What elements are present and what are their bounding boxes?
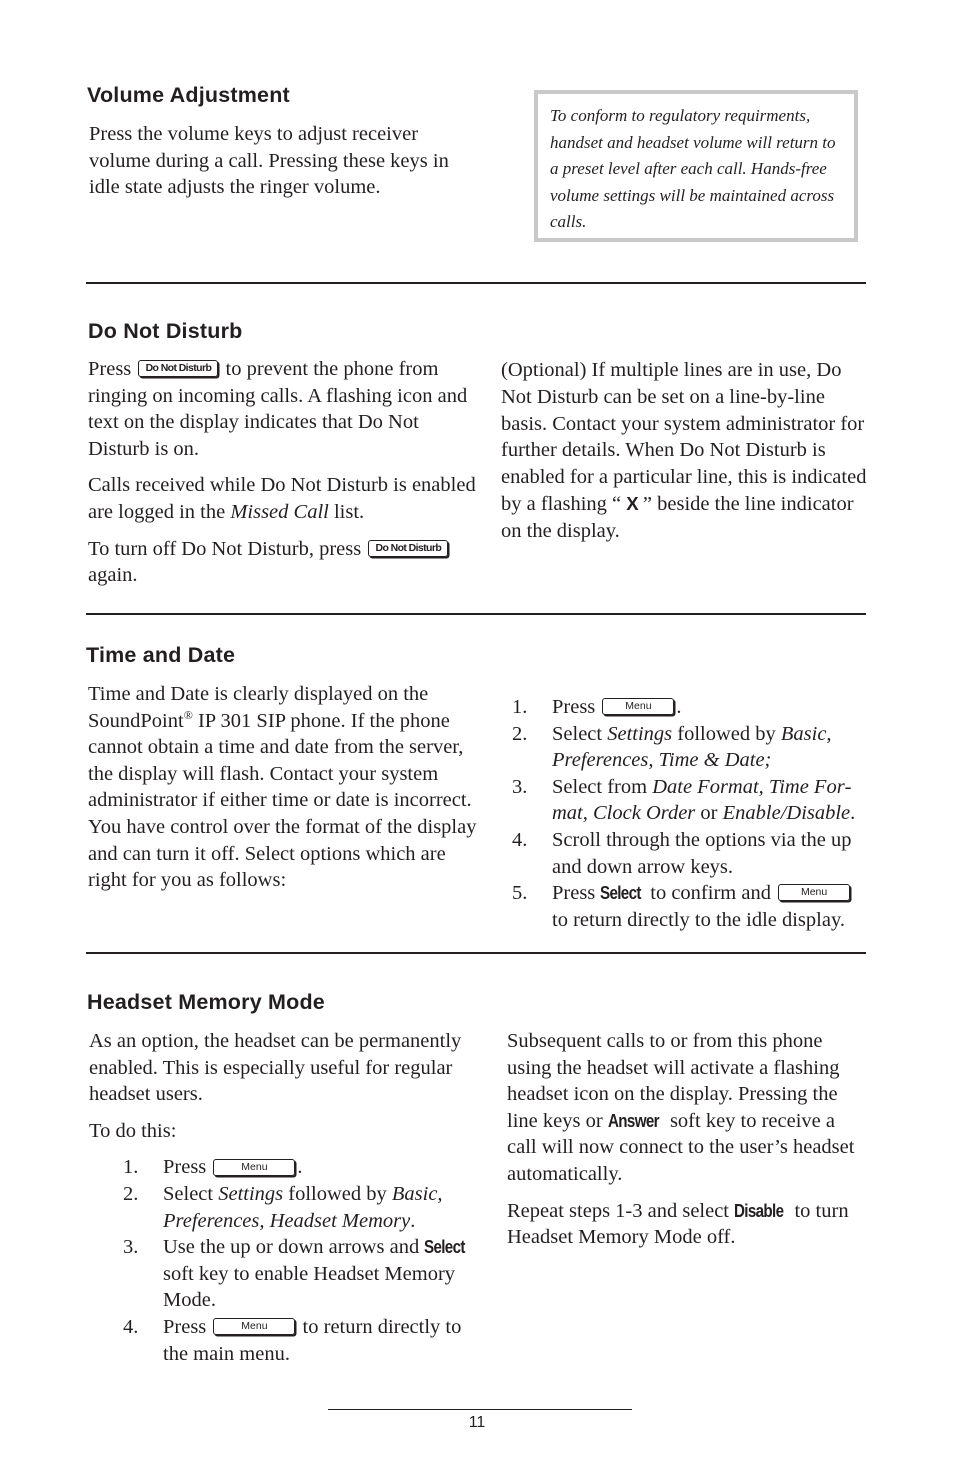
step-text: Subsequent calls to or from this phone using the headset will activate a flashing headset icon on the display. Pressing the line keys or: [507, 1030, 840, 1132]
step-text: Press: [163, 1315, 207, 1338]
step-text: .: [297, 1156, 303, 1179]
step-text: Press: [552, 696, 596, 718]
dnd-paragraph-3: [88, 536, 480, 589]
step-number: 3.: [123, 1236, 139, 1259]
menu-key[interactable]: Menu: [213, 1159, 295, 1176]
step-text: to turn Headset Memory Mode off.: [507, 1199, 849, 1249]
step-text: Settings: [607, 722, 673, 745]
section-divider: [86, 282, 866, 284]
step-text: to return directly to the idle display.: [552, 908, 845, 931]
flashing-x-indicator: X: [626, 492, 638, 514]
volume-heading: Volume Adjustment: [87, 83, 290, 107]
step-text: Use the up or down arrows and: [163, 1236, 425, 1259]
footer-rule: [328, 1409, 632, 1410]
list-item: [512, 774, 868, 827]
select-soft-key[interactable]: Select: [600, 882, 642, 904]
dnd-p2-pre: Calls received while Do Not Disturb is enabled are logged in the: [88, 474, 476, 523]
timedate-left-post: IP 301 SIP phone. If the phone cannot obtain a time and date from the server, the display will flash. Contact your system administrator if either time or date is incorrect. You have control over the format of the display and can turn it off. Select options which are right for you as follows:: [88, 709, 477, 892]
list-item: [123, 1154, 481, 1181]
section-divider: [86, 952, 866, 954]
dnd-p3-pre: To turn off Do Not Disturb, press: [88, 537, 362, 560]
step-text: .: [850, 802, 856, 825]
disable-soft-key[interactable]: Disable: [734, 1199, 784, 1221]
dnd-right-paragraph: [501, 357, 867, 545]
dnd-paragraph-2: [88, 472, 480, 525]
regulatory-note: [534, 90, 858, 242]
step-text: followed by: [672, 722, 781, 745]
step-text: or: [695, 802, 723, 825]
headset-right-column: [507, 1028, 869, 1251]
step-number: 4.: [123, 1315, 139, 1338]
dnd-p2-post: list.: [328, 500, 365, 523]
step-number: 2.: [512, 722, 528, 745]
step-number: 5.: [512, 882, 528, 905]
timedate-steps: [512, 694, 868, 933]
dnd-p1-post: to prevent the phone from ringing on incoming calls. A flashing icon and text on the display indicates that Do Not Disturb is on.: [88, 358, 468, 460]
dnd-heading: Do Not Disturb: [88, 319, 243, 343]
step-text: soft key to receive a call will now connect to the user’s headset automatically.: [507, 1109, 855, 1185]
timedate-left-pre: Time and Date is clearly displayed on the SoundPoint: [88, 683, 429, 732]
volume-section: [89, 121, 481, 201]
step-number: 3.: [512, 775, 528, 798]
step-text: Date Format, Time Format, Clock Order: [552, 775, 852, 825]
step-text: Press: [163, 1156, 207, 1179]
step-text: to confirm and: [645, 882, 771, 905]
step-text: Repeat steps 1-3 and select: [507, 1199, 735, 1222]
step-text: to return directly to the main menu.: [163, 1315, 462, 1365]
section-divider: [86, 613, 866, 615]
step-text: Select: [163, 1182, 219, 1205]
menu-key[interactable]: Menu: [778, 884, 850, 901]
list-item: [512, 880, 868, 933]
answer-soft-key[interactable]: Answer: [607, 1109, 659, 1131]
timedate-paragraph: [88, 681, 480, 894]
registered-mark: ®: [183, 707, 193, 722]
step-text: Scroll through the options via the up and down arrow keys.: [552, 828, 852, 878]
list-item: [512, 827, 868, 880]
dnd-p3-post: again.: [88, 564, 138, 587]
dnd-p1-pre: Press: [88, 358, 132, 380]
headset-right-paragraph-2: [507, 1198, 869, 1251]
do-not-disturb-key-2[interactable]: Do Not Disturb: [368, 540, 448, 557]
list-item: [123, 1181, 481, 1234]
dnd-right-post: ” beside the line indicator on the display.: [501, 492, 854, 542]
list-item: [123, 1234, 481, 1314]
step-number: 2.: [123, 1182, 139, 1205]
step-text: Basic, Preferences, Headset Memory: [163, 1182, 443, 1232]
dnd-paragraph-1: [88, 356, 480, 462]
step-text: .: [676, 696, 682, 718]
step-text: Enable/Disable: [722, 802, 851, 825]
missed-call-term: Missed Call: [230, 500, 329, 523]
timedate-heading: Time and Date: [86, 643, 236, 667]
list-item: [512, 721, 868, 774]
headset-paragraph-1: As an option, the headset can be permanently enabled. This is especially useful for regular headset users.: [89, 1030, 462, 1106]
step-text: Select: [552, 722, 608, 745]
dnd-left-column: [88, 356, 480, 589]
menu-key[interactable]: Menu: [213, 1318, 295, 1335]
headset-paragraph-2: To do this:: [89, 1119, 177, 1142]
step-number: 4.: [512, 828, 528, 851]
step-text: Settings: [218, 1182, 284, 1205]
dnd-right-pre: (Optional) If multiple lines are in use, Do Not Disturb can be set on a line-by-line basis. Contact your system administrator for further details. When Do Not Disturb is enabled for a particular line, this is indicated by a flashing “: [501, 359, 867, 515]
headset-left-column: [89, 1028, 481, 1367]
step-text: followed by: [283, 1182, 392, 1205]
dnd-right-column: [501, 357, 867, 545]
step-text: Select from: [552, 775, 653, 798]
step-text: Press: [552, 882, 601, 905]
step-number: 1.: [123, 1156, 139, 1179]
volume-body: Press the volume keys to adjust receiver volume during a call. Pressing these keys in idle state adjusts the ringer volume.: [89, 123, 449, 199]
menu-key[interactable]: Menu: [602, 698, 674, 715]
list-item: [512, 694, 868, 721]
list-item: [123, 1314, 481, 1367]
step-text: soft key to enable Headset Memory Mode.: [163, 1262, 456, 1312]
do-not-disturb-key[interactable]: Do Not Disturb: [138, 360, 218, 377]
regulatory-note-text: To conform to regulatory requirments, handset and headset volume will return to a preset level after each call. Hands-free volume settings will be maintained across calls.: [550, 106, 836, 231]
step-text: Basic, Preferences, Time & Date;: [552, 722, 832, 772]
headset-heading: Headset Memory Mode: [87, 990, 325, 1014]
timedate-left-column: [88, 681, 480, 894]
select-soft-key[interactable]: Select: [424, 1236, 466, 1258]
headset-steps: [123, 1154, 481, 1367]
step-text: .: [410, 1209, 416, 1232]
step-number: 1.: [512, 696, 528, 718]
page-number: 11: [468, 1414, 486, 1431]
headset-right-paragraph-1: [507, 1028, 869, 1188]
